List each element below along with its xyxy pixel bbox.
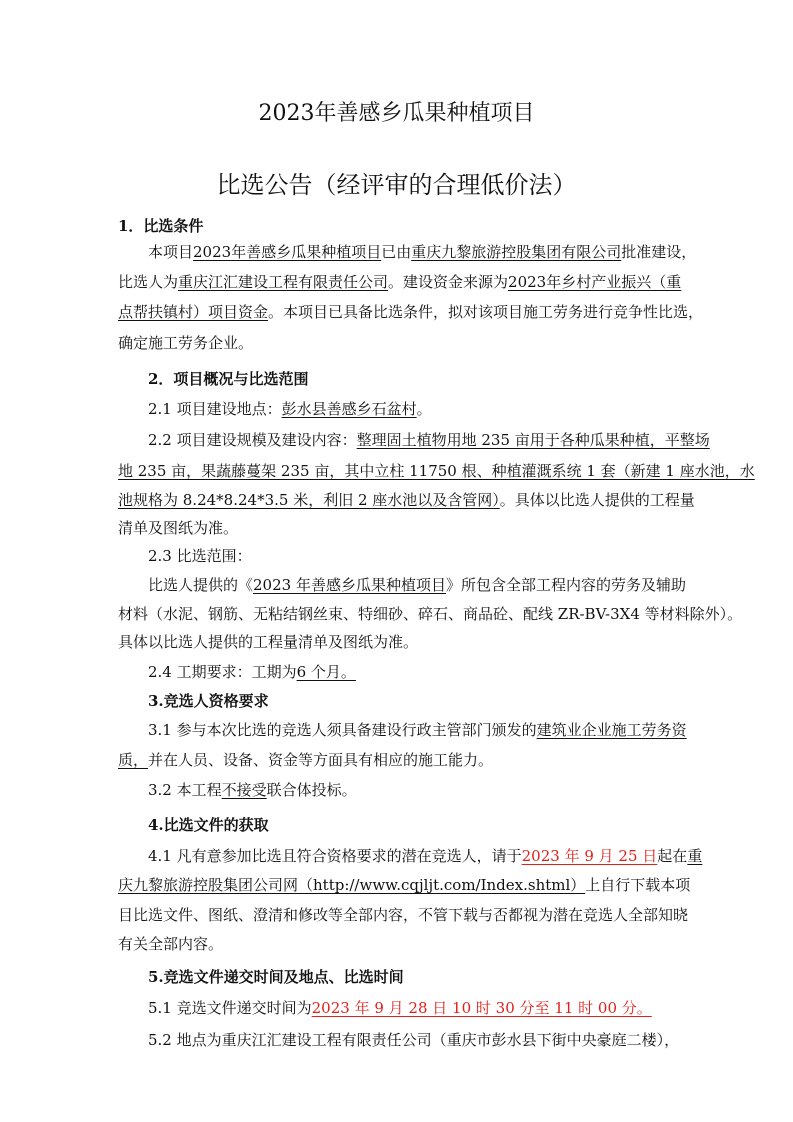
s1-line-2: [118, 272, 681, 292]
s3-line-3-1a: [148, 720, 687, 740]
document-subtitle: 比选公告（经评审的合理低价法）: [216, 171, 577, 199]
text: 上自行下载本项: [585, 876, 691, 894]
scope-cont: 池规格为 8.24*8.24*3.5 米，利旧 2 座水池以及含管网）: [118, 491, 500, 509]
s4-line-4-1b: [118, 875, 690, 895]
text: 比选人提供的《: [148, 576, 254, 594]
s1-line-3: [118, 302, 703, 322]
approver-name: 重庆九黎旅游控股集团有限公司: [411, 243, 622, 261]
s2-line-2-1: [148, 399, 432, 419]
text: 》所包含全部工程内容的劳务及辅助: [445, 576, 686, 594]
section-4-heading: 4.比选文件的获取: [148, 816, 269, 834]
section-5-heading: 5.竞选文件递交时间及地点、比选时间: [148, 968, 404, 986]
qualification-cont: 质，: [118, 751, 149, 769]
scope-cont: 地 235 亩，果蔬藤蔓架 235 亩，其中立柱 11750 根、种植灌溉系统 1 套（新建 1 座水池，水: [118, 462, 755, 480]
qualification: 建筑业企业施工劳务资: [536, 721, 687, 739]
text: 2.1 项目建设地点：: [148, 400, 282, 418]
website-name: 重: [687, 847, 703, 865]
text: 批准建设，: [621, 243, 697, 261]
text: 起在: [657, 847, 688, 865]
s3-line-3-2: [148, 780, 357, 800]
text: 。本项目已具备比选条件，拟对该项目施工劳务进行竞争性比选，: [268, 303, 704, 321]
location: 彭水县善感乡石盆村: [281, 400, 417, 418]
section-2-heading: 2．项目概况与比选范围: [148, 370, 309, 388]
text: 2.4 工期要求：工期为: [148, 663, 297, 681]
s2-line-2-2c: [118, 490, 695, 510]
s4-line-4-1a: [148, 846, 702, 866]
s2-line-2-3b: 材料（水泥、钢筋、无粘结钢丝束、特细砂、碎石、商品砼、配线 ZR-BV-3X4 等材料除外）。: [118, 605, 743, 623]
submission-time: 2023 年 9 月 28 日 10 时 30 分至 11 时 00 分。: [311, 999, 652, 1017]
text: 2.2 项目建设规模及建设内容：: [148, 431, 357, 449]
s2-line-2-4: [148, 662, 356, 682]
s2-line-2-2a: [148, 430, 710, 450]
s2-line-2-3: 2.3 比选范围：: [148, 547, 252, 565]
text: 4.1 凡有意参加比选且符合资格要求的潜在竞选人，请于: [148, 847, 522, 865]
duration: 6 个月。: [296, 663, 356, 681]
s3-line-3-1b: [118, 750, 493, 770]
text: 并在人员、设备、资金等方面具有相应的施工能力。: [148, 751, 494, 769]
s2-line-2-2b: [118, 461, 755, 481]
text: 比选人为: [118, 273, 179, 291]
start-date: 2023 年 9 月 25 日: [521, 847, 658, 865]
document-title: 2023年善感乡瓜果种植项目: [258, 101, 535, 126]
website-link[interactable]: 庆九黎旅游控股集团公司网（http://www.cqjljt.com/Index.shtml）: [118, 876, 586, 894]
text: 3.1 参与本次比选的竞选人须具备建设行政主管部门颁发的: [148, 721, 537, 739]
s4-line-4-1c: 目比选文件、图纸、澄清和修改等全部内容，不管下载与否都视为潜在竞选人全部知晓: [118, 906, 689, 924]
text: 。建设资金来源为: [388, 273, 509, 291]
project-name: 2023年善感乡瓜果种植项目: [193, 243, 382, 261]
project-name: 2023 年善感乡瓜果种植项目: [253, 576, 446, 594]
s2-line-2-3a: [148, 575, 686, 595]
text: 3.2 本工程: [148, 781, 222, 799]
s5-line-5-1: [148, 998, 652, 1018]
section-1-heading: 1．比选条件: [118, 217, 204, 235]
scope: 整理固土植物用地 235 亩用于各种瓜果种植，平整场: [356, 431, 710, 449]
text: 5.1 竞选文件递交时间为: [148, 999, 312, 1017]
s1-line-4: 确定施工劳务企业。: [118, 334, 254, 352]
text: 联合体投标。: [266, 781, 357, 799]
fund-source: 2023年乡村产业振兴（重: [508, 273, 682, 291]
s4-line-4-1d: 有关全部内容。: [118, 935, 224, 953]
text: 本项目: [148, 243, 194, 261]
s2-line-2-3c: 具体以比选人提供的工程量清单及图纸为准。: [118, 633, 419, 651]
section-3-heading: 3.竞选人资格要求: [148, 692, 269, 710]
text: 。具体以比选人提供的工程量: [499, 491, 695, 509]
s2-line-2-2d: 清单及图纸为准。: [118, 519, 239, 537]
s5-line-5-2: 5.2 地点为重庆江汇建设工程有限责任公司（重庆市彭水县下街中央豪庭二楼），: [148, 1031, 680, 1049]
not-accepted: 不接受: [221, 781, 267, 799]
s1-line-1: [148, 242, 696, 262]
selector-name: 重庆江汇建设工程有限责任公司: [178, 273, 389, 291]
text: 已由: [381, 243, 412, 261]
fund-source-cont: 点帮扶镇村）项目资金: [118, 303, 269, 321]
text: 。: [416, 400, 432, 418]
